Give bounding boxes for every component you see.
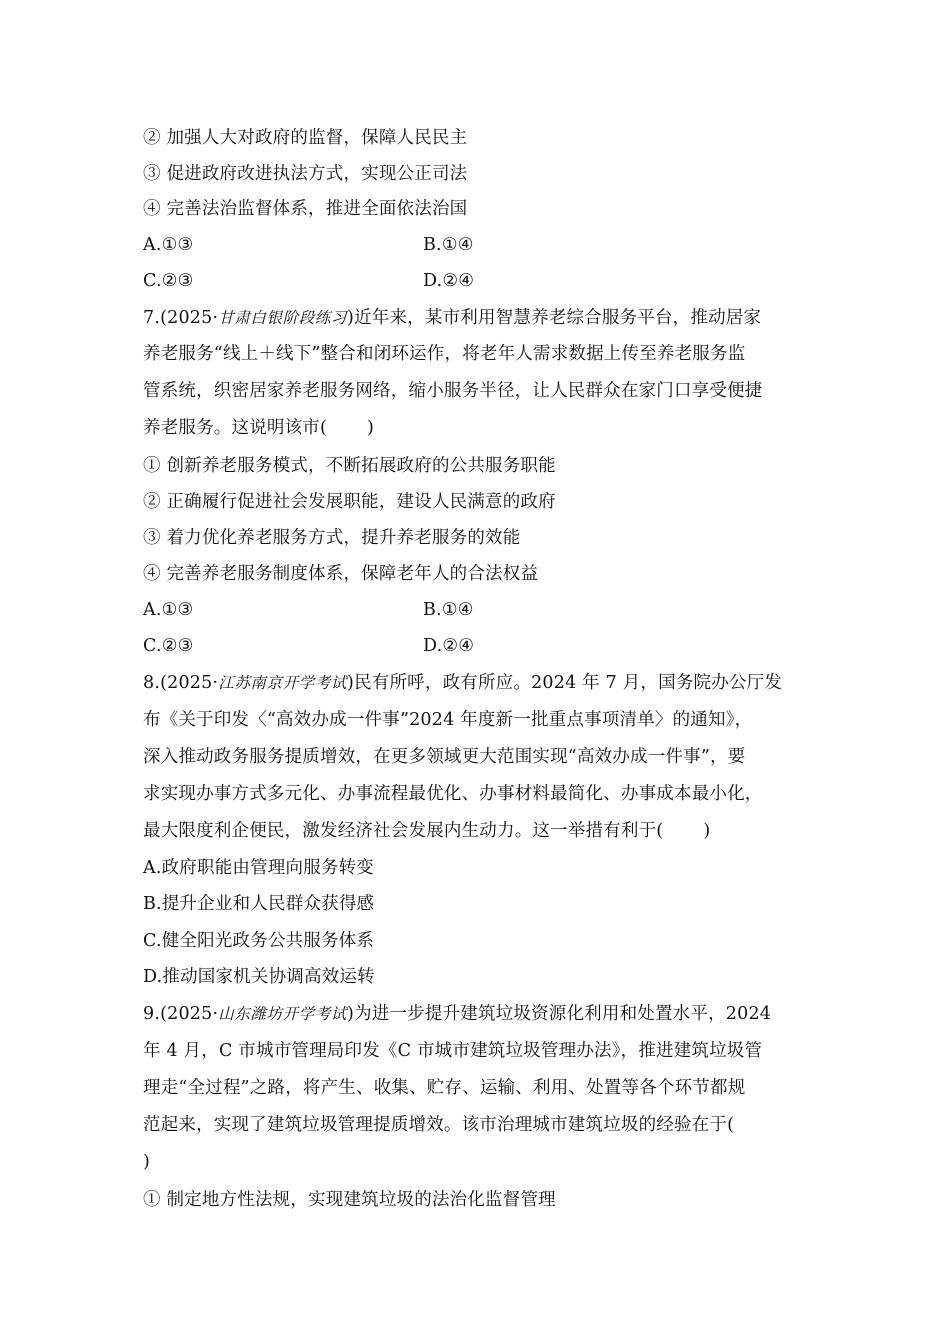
- q6-choice-b: B.①④: [423, 235, 474, 255]
- q6-option-4: ④ 完善法治监督体系，推进全面依法治国: [143, 199, 468, 219]
- q7-stem-line-1: [143, 306, 823, 330]
- q7-choice-c: C.②③: [143, 636, 194, 656]
- q9-stem-line-4: 范起来，实现了建筑垃圾管理提质增效。该市治理城市建筑垃圾的经验在于(: [143, 1115, 735, 1135]
- q9-stem-line-2: 年 4 月，C 市城市管理局印发《C 市城市建筑垃圾管理办法》，推进建筑垃圾管: [143, 1041, 763, 1061]
- q8-stem-line-1: [143, 671, 823, 695]
- q7-option-1: ① 创新养老服务模式，不断拓展政府的公共服务职能: [143, 456, 556, 476]
- q7-number: 7.(2025·: [143, 308, 219, 328]
- q7-option-4: ④ 完善养老服务制度体系，保障老年人的合法权益: [143, 564, 539, 584]
- q9-stem-text: )为进一步提升建筑垃圾资源化利用和处置水平，2024: [347, 1004, 772, 1024]
- q8-number: 8.(2025·: [143, 673, 219, 693]
- q8-source: 江苏南京开学考试: [218, 674, 348, 692]
- q6-choice-c: C.②③: [143, 271, 194, 291]
- q6-option-3: ③ 促进政府改进执法方式，实现公正司法: [143, 164, 468, 184]
- q7-source: 甘肃白银阶段练习: [218, 309, 348, 327]
- q7-choice-b: B.①④: [423, 600, 474, 620]
- q8-choice-c: C.健全阳光政务公共服务体系: [143, 931, 375, 951]
- q7-stem-text: )近年来，某市利用智慧养老综合服务平台，推动居家: [347, 308, 762, 328]
- q6-choice-d: D.②④: [423, 271, 475, 291]
- q8-choice-b: B.提升企业和人民群众获得感: [143, 894, 375, 914]
- q8-stem-line-5: [143, 819, 823, 843]
- q9-option-1: ① 制定地方性法规，实现建筑垃圾的法治化监督管理: [143, 1190, 556, 1210]
- q7-stem-line-4: [143, 416, 823, 440]
- q9-stem-line-1: [143, 1002, 823, 1026]
- q8-paren-close: ): [703, 821, 711, 841]
- q9-source: 山东潍坊开学考试: [218, 1005, 348, 1023]
- q6-option-2: ② 加强人大对政府的监督，保障人民民主: [143, 128, 468, 148]
- q7-stem-line-3: 管系统，织密居家养老服务网络，缩小服务半径，让人民群众在家门口享受便捷: [143, 381, 763, 401]
- q9-stem-line-3: 理走“全过程”之路，将产生、收集、贮存、运输、利用、处置等各个环节都规: [143, 1078, 746, 1098]
- q8-stem-text: 最大限度利企便民，激发经济社会发展内生动力。这一举措有利于(: [143, 821, 664, 841]
- q8-choice-d: D.推动国家机关协调高效运转: [143, 967, 375, 987]
- q7-stem-line-2: 养老服务“线上＋线下”整合和闭环运作，将老年人需求数据上传至养老服务监: [143, 344, 746, 364]
- q7-paren-close: ): [367, 418, 375, 438]
- q9-stem-line-5: ): [143, 1152, 151, 1172]
- q7-choice-a: A.①③: [143, 600, 194, 620]
- q8-choice-a: A.政府职能由管理向服务转变: [143, 858, 374, 878]
- q8-stem-line-4: 求实现办事方式多元化、办事流程最优化、办事材料最简化、办事成本最小化，: [143, 784, 763, 804]
- q9-number: 9.(2025·: [143, 1004, 219, 1024]
- q7-option-3: ③ 着力优化养老服务方式，提升养老服务的效能: [143, 528, 521, 548]
- q7-stem-text: 养老服务。这说明该市(: [143, 418, 328, 438]
- q8-stem-line-2: 布《关于印发〈“高效办成一件事”2024 年度新一批重点事项清单〉的通知》，: [143, 710, 753, 730]
- q7-option-2: ② 正确履行促进社会发展职能，建设人民满意的政府: [143, 492, 556, 512]
- q7-choice-d: D.②④: [423, 636, 475, 656]
- q8-stem-text: )民有所呼，政有所应。2024 年 7 月，国务院办公厅发: [347, 673, 783, 693]
- q8-stem-line-3: 深入推动政务服务提质增效，在更多领域更大范围实现“高效办成一件事”，要: [143, 747, 746, 767]
- q6-choice-a: A.①③: [143, 235, 194, 255]
